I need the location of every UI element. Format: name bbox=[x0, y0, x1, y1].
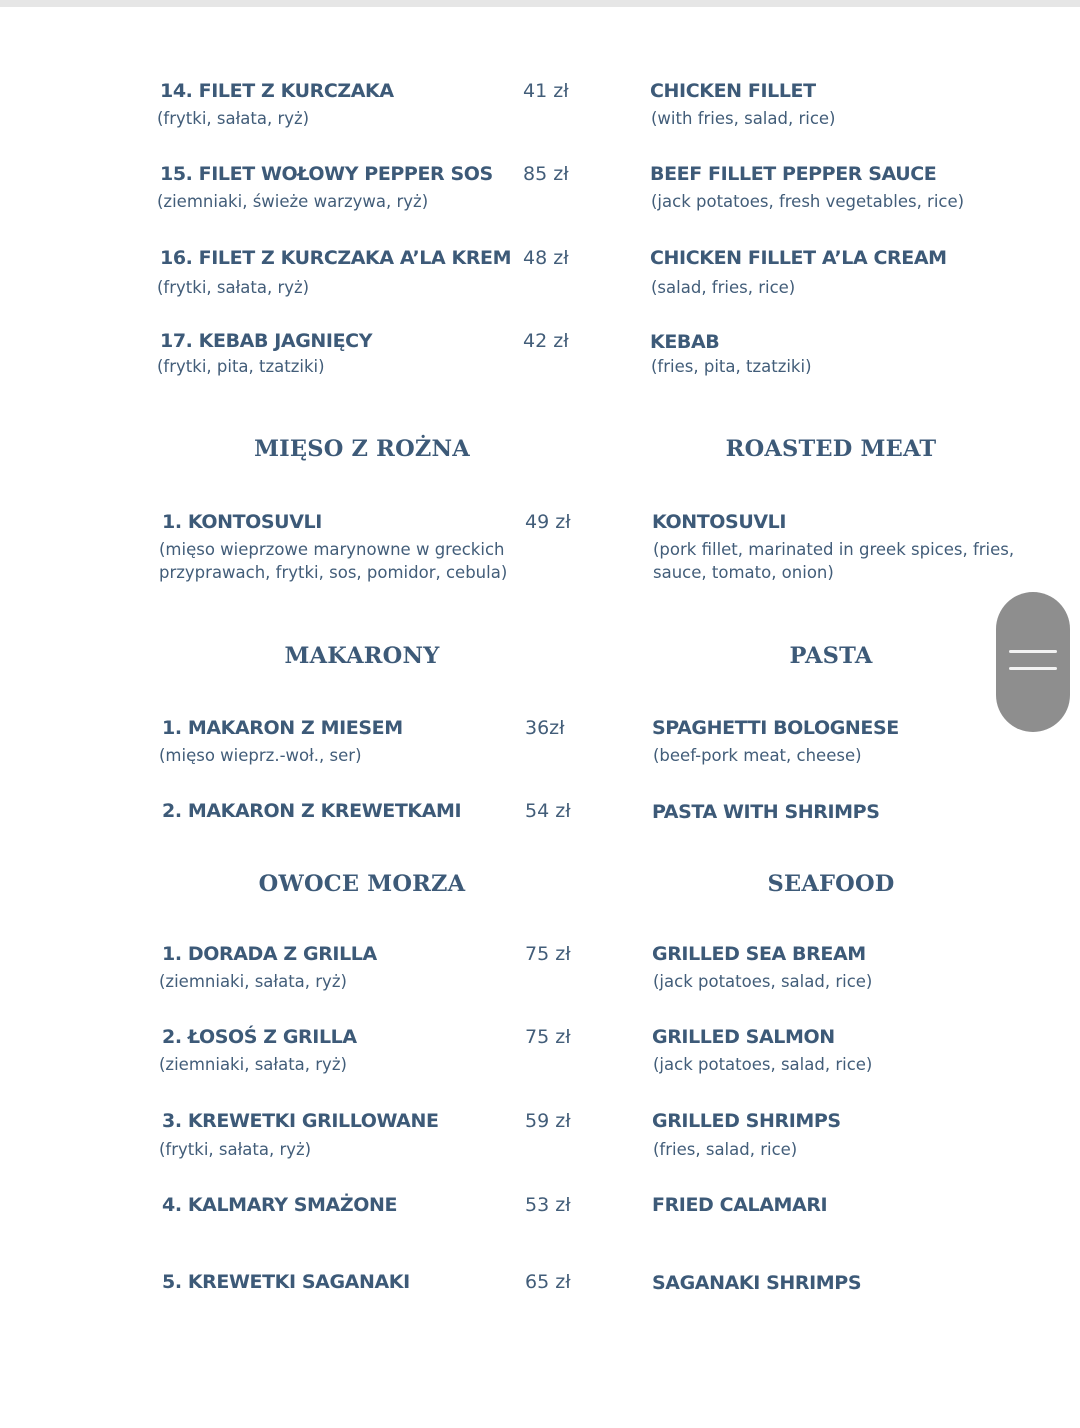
menu-item-desc-en: (fries, salad, rice) bbox=[653, 1140, 798, 1159]
menu-item-price: 36zł bbox=[525, 717, 565, 739]
menu-item-desc-en: (fries, pita, tzatziki) bbox=[651, 357, 812, 376]
menu-item-price: 41 zł bbox=[523, 80, 569, 102]
scroll-handle[interactable] bbox=[996, 592, 1070, 732]
section-title-en: PASTA bbox=[789, 643, 873, 669]
menu-item-desc-en: (jack potatoes, salad, rice) bbox=[653, 972, 873, 991]
menu-item-desc-pl: (ziemniaki, sałata, ryż) bbox=[159, 972, 347, 991]
menu-item-name-pl: 14. FILET Z KURCZAKA bbox=[160, 80, 394, 102]
menu-item-desc-pl: (frytki, sałata, ryż) bbox=[157, 109, 310, 128]
menu-item-desc-pl: (ziemniaki, świeże warzywa, ryż) bbox=[157, 192, 429, 211]
section-title-pl: MIĘSO Z ROŻNA bbox=[254, 436, 470, 462]
menu-item-price: 42 zł bbox=[523, 330, 569, 352]
menu-item-name-en: FRIED CALAMARI bbox=[652, 1194, 828, 1216]
menu-item-desc-pl: (mięso wieprz.-woł., ser) bbox=[159, 746, 362, 765]
menu-item-name-en: BEEF FILLET PEPPER SAUCE bbox=[650, 163, 937, 185]
menu-item-name-pl: 16. FILET Z KURCZAKA A’LA KREM bbox=[160, 247, 512, 269]
menu-item-desc-en-line2: sauce, tomato, onion) bbox=[653, 563, 834, 582]
menu-item-name-en: KONTOSUVLI bbox=[652, 511, 787, 533]
menu-item-desc-pl-line2: przyprawach, frytki, sos, pomidor, cebula) bbox=[159, 563, 508, 582]
menu-item-price: 65 zł bbox=[525, 1271, 571, 1293]
menu-item-name-pl: 4. KALMARY SMAŻONE bbox=[162, 1194, 398, 1216]
menu-item-price: 59 zł bbox=[525, 1110, 571, 1132]
menu-item-desc-en: (jack potatoes, salad, rice) bbox=[653, 1055, 873, 1074]
section-title-pl: OWOCE MORZA bbox=[258, 871, 466, 897]
menu-item-name-en: SPAGHETTI BOLOGNESE bbox=[652, 717, 899, 739]
menu-item-name-pl: 15. FILET WOŁOWY PEPPER SOS bbox=[160, 163, 493, 185]
menu-item-name-pl: 5. KREWETKI SAGANAKI bbox=[162, 1271, 410, 1293]
menu-item-price: 49 zł bbox=[525, 511, 571, 533]
section-title-pl: MAKARONY bbox=[284, 643, 440, 669]
section-title-en: SEAFOOD bbox=[767, 871, 895, 897]
menu-item-desc-pl: (frytki, sałata, ryż) bbox=[157, 278, 310, 297]
menu-item-desc-en: (pork fillet, marinated in greek spices, fries, bbox=[653, 540, 1015, 559]
menu-item-price: 48 zł bbox=[523, 247, 569, 269]
section-title-en: ROASTED MEAT bbox=[725, 436, 937, 462]
menu-item-name-en: GRILLED SHRIMPS bbox=[652, 1110, 841, 1132]
menu-item-desc-en: (beef-pork meat, cheese) bbox=[653, 746, 862, 765]
menu-item-price: 75 zł bbox=[525, 943, 571, 965]
menu-item-name-en: KEBAB bbox=[650, 331, 720, 353]
menu-item-name-pl: 17. KEBAB JAGNIĘCY bbox=[160, 330, 373, 352]
menu-item-desc-pl: (ziemniaki, sałata, ryż) bbox=[159, 1055, 347, 1074]
menu-item-desc-pl: (frytki, pita, tzatziki) bbox=[157, 357, 325, 376]
menu-item-name-en: GRILLED SALMON bbox=[652, 1026, 835, 1048]
menu-item-price: 54 zł bbox=[525, 800, 571, 822]
menu-item-name-pl: 3. KREWETKI GRILLOWANE bbox=[162, 1110, 439, 1132]
menu-item-name-pl: 2. MAKARON Z KREWETKAMI bbox=[162, 800, 462, 822]
menu-item-name-pl: 2. ŁOSOŚ Z GRILLA bbox=[162, 1026, 357, 1048]
menu-item-name-en: GRILLED SEA BREAM bbox=[652, 943, 866, 965]
menu-item-desc-en: (jack potatoes, fresh vegetables, rice) bbox=[651, 192, 965, 211]
menu-item-desc-en: (salad, fries, rice) bbox=[651, 278, 796, 297]
menu-item-desc-en: (with fries, salad, rice) bbox=[651, 109, 836, 128]
menu-item-name-pl: 1. MAKARON Z MIESEM bbox=[162, 717, 403, 739]
menu-item-desc-pl: (frytki, sałata, ryż) bbox=[159, 1140, 312, 1159]
menu-item-name-pl: 1. DORADA Z GRILLA bbox=[162, 943, 377, 965]
menu-item-desc-pl: (mięso wieprzowe marynowne w greckich bbox=[159, 540, 505, 559]
menu-item-name-en: CHICKEN FILLET A’LA CREAM bbox=[650, 247, 947, 269]
menu-item-name-en: SAGANAKI SHRIMPS bbox=[652, 1272, 862, 1294]
menu-item-price: 75 zł bbox=[525, 1026, 571, 1048]
menu-item-name-en: PASTA WITH SHRIMPS bbox=[652, 801, 880, 823]
menu-item-price: 85 zł bbox=[523, 163, 569, 185]
menu-item-name-en: CHICKEN FILLET bbox=[650, 80, 816, 102]
menu-item-name-pl: 1. KONTOSUVLI bbox=[162, 511, 322, 533]
menu-item-price: 53 zł bbox=[525, 1194, 571, 1216]
